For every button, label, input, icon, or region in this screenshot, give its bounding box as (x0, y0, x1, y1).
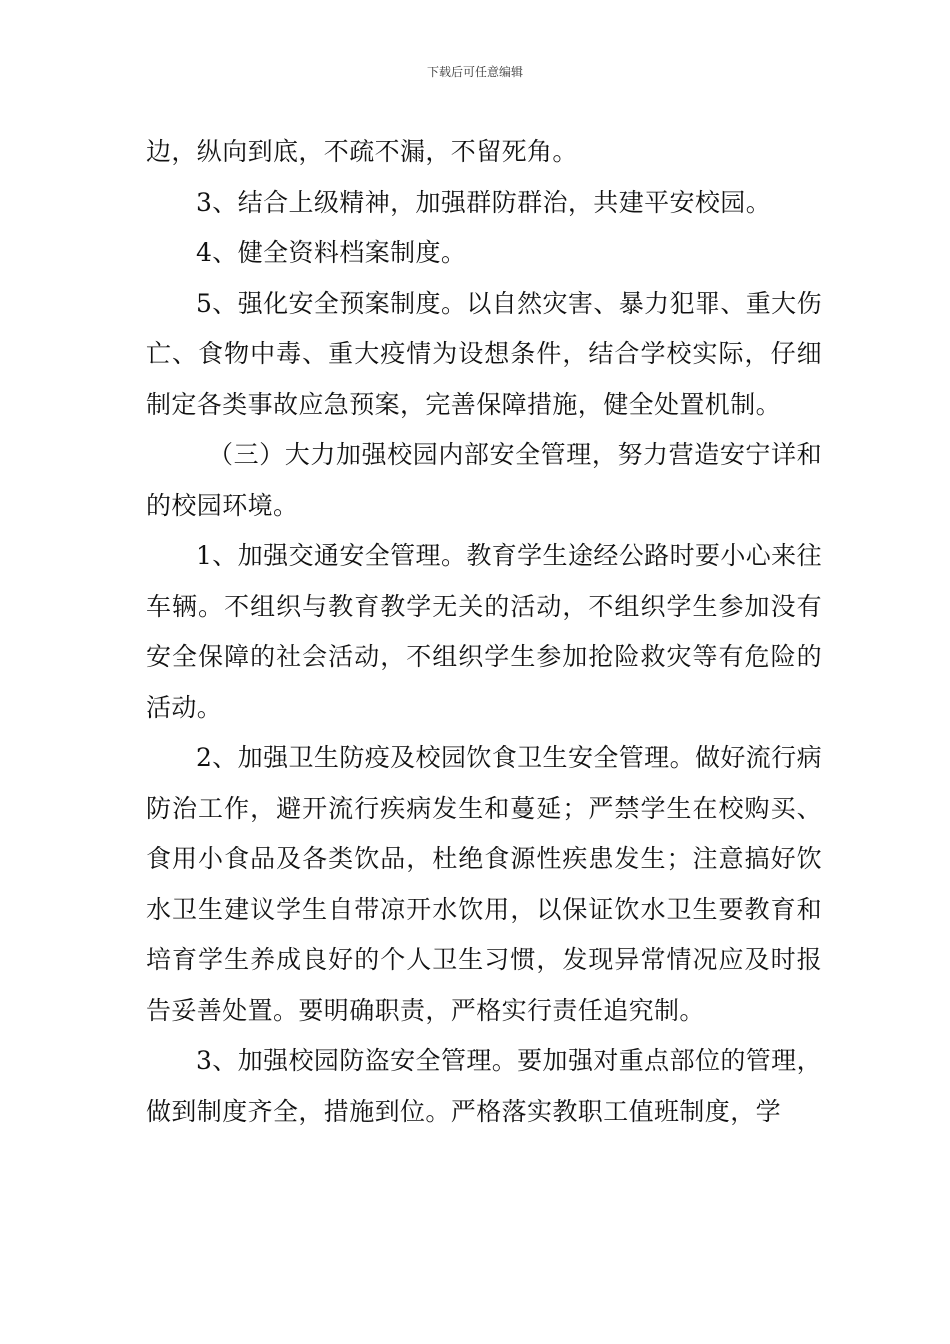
paragraph-item-5: 5、强化安全预案制度。以自然灾害、暴力犯罪、重大伤亡、食物中毒、重大疫情为设想条件，结合学校实际，仔细制定各类事故应急预案，完善保障措施，健全处置机制。 (146, 288, 822, 419)
document-body (146, 127, 822, 1137)
paragraph-theft-prevention: 3、加强校园防盗安全管理。要加强对重点部位的管理，做到制度齐全，措施到位。严格落实教职工值班制度，学 (146, 1046, 822, 1126)
paragraph-item-4: 4、健全资料档案制度。 (196, 238, 467, 267)
paragraph-hygiene-safety: 2、加强卫生防疫及校园饮食卫生安全管理。做好流行病防治工作，避开流行疾病发生和蔓延；严禁学生在校购买、食用小食品及各类饮品，杜绝食源性疾患发生；注意搞好饮水卫生建议学生自带凉开水饮用，以保证饮水卫生要教育和培育学生养成良好的个人卫生习惯，发现异常情况应及时报告妥善处置。要明确职责，严格实行责任追究制。 (146, 743, 822, 1025)
section-heading-3: （三）大力加强校园内部安全管理，努力营造安宁详和的校园环境。 (146, 440, 822, 520)
paragraph-continuation: 边，纵向到底，不疏不漏，不留死角。 (146, 137, 578, 166)
header-note: 下载后可任意编辑 (426, 65, 523, 79)
paragraph-item-3: 3、结合上级精神，加强群防群治，共建平安校园。 (196, 187, 772, 217)
paragraph-traffic-safety: 1、加强交通安全管理。教育学生途经公路时要小心来往车辆。不组织与教育教学无关的活动，不组织学生参加没有安全保障的社会活动，不组织学生参加抢险救灾等有危险的活动。 (146, 541, 822, 722)
